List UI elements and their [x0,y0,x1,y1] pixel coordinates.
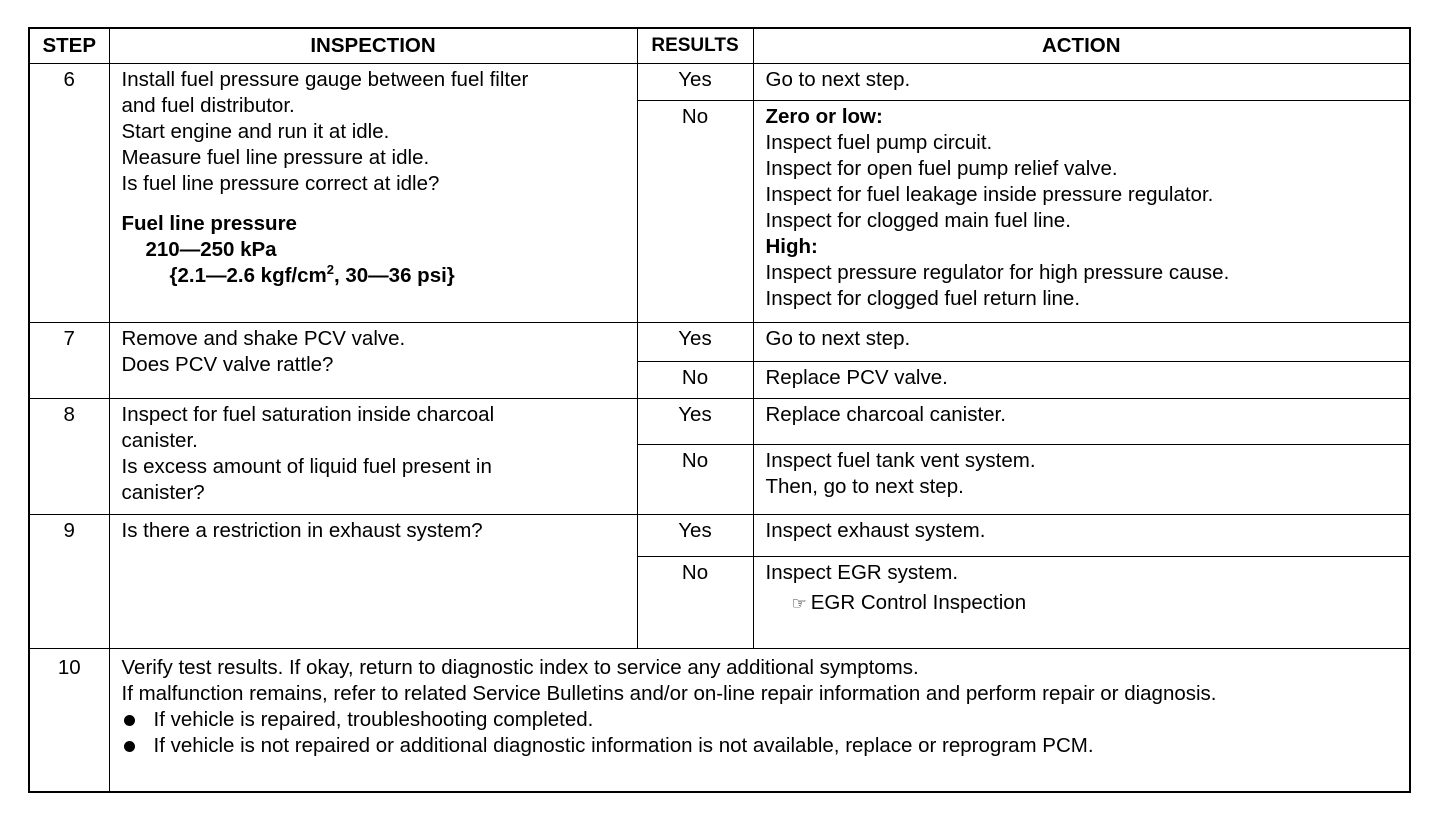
step-number: 7 [29,323,109,399]
spec-title: Fuel line pressure [121,212,297,235]
step-8-yes-row [29,399,1410,445]
header-step: STEP [29,28,109,64]
inspection-line: Inspect for fuel saturation inside charcoal [121,403,495,426]
step-6-inspection [109,64,637,323]
step-10-line: If malfunction remains, refer to related Service Bulletins and/or on-line repair information and perform repair or diagnosis. [121,682,1217,705]
step-8-inspection [109,399,637,515]
action-no [753,101,1410,323]
step-9-inspection [109,515,637,649]
action-line: Inspect EGR system. [765,561,959,584]
step-9-yes-row [29,515,1410,557]
action-line: Inspect for clogged main fuel line. [765,209,1071,232]
header-inspection: INSPECTION [109,28,637,64]
action-line: Inspect fuel pump circuit. [765,131,993,154]
bullet-icon [124,715,135,726]
diagnostic-table [28,27,1411,793]
action-no [753,557,1410,649]
header-action: ACTION [753,28,1410,64]
header-results: RESULTS [637,28,753,64]
step-6-yes-row [29,64,1410,101]
action-line: Inspect pressure regulator for high pressure cause. [765,261,1230,284]
inspection-line: Does PCV valve rattle? [121,353,334,376]
action-line: Inspect for fuel leakage inside pressure regulator. [765,183,1214,206]
pointing-hand-icon: ☞ [791,594,807,613]
result-yes: Yes [637,323,753,362]
inspection-line: Is there a restriction in exhaust system? [121,519,483,542]
action-line: Then, go to next step. [765,475,964,498]
action-yes: Replace charcoal canister. [753,399,1410,445]
inspection-line: canister? [121,481,205,504]
reference-text: EGR Control Inspection [810,591,1027,614]
step-7-yes-row [29,323,1410,362]
inspection-line: and fuel distributor. [121,94,295,117]
inspection-line: Measure fuel line pressure at idle. [121,146,430,169]
spec-alt-post: , 30—36 psi} [333,264,455,287]
spec-alt-sup: 2 [326,262,334,278]
action-line: Inspect fuel tank vent system. [765,449,1036,472]
action-line: Inspect for clogged fuel return line. [765,287,1081,310]
inspection-line: canister. [121,429,198,452]
step-number: 8 [29,399,109,515]
step-number: 9 [29,515,109,649]
action-line: Inspect for open fuel pump relief valve. [765,157,1118,180]
result-no: No [637,445,753,515]
header-row [29,28,1410,64]
step-10-row [29,649,1410,792]
spec-kpa: 210—250 kPa [145,238,277,261]
result-no: No [637,101,753,323]
result-yes: Yes [637,399,753,445]
action-yes: Go to next step. [753,64,1410,101]
spec-alt [122,263,627,289]
result-yes: Yes [637,64,753,101]
zero-low-title: Zero or low: [765,105,883,128]
step-10-content [109,649,1410,792]
inspection-line: Install fuel pressure gauge between fuel filter [121,68,529,91]
spec-alt-pre: {2.1—2.6 kgf/cm [169,264,327,287]
step-number: 6 [29,64,109,323]
bullet-item [122,733,1400,759]
step-7-inspection [109,323,637,399]
result-no: No [637,557,753,649]
high-title: High: [765,235,818,258]
action-no: Replace PCV valve. [753,362,1410,399]
bullet-icon [124,741,135,752]
bullet-text: If vehicle is not repaired or additional diagnostic information is not available, replace or reprogram PCM. [153,734,1094,757]
inspection-line: Start engine and run it at idle. [121,120,390,143]
action-yes: Go to next step. [753,323,1410,362]
bullet-item [122,707,1400,733]
inspection-line: Remove and shake PCV valve. [121,327,406,350]
step-10-line: Verify test results. If okay, return to diagnostic index to service any additional symptoms. [121,656,919,679]
inspection-line: Is excess amount of liquid fuel present in [121,455,492,478]
result-yes: Yes [637,515,753,557]
inspection-line: Is fuel line pressure correct at idle? [121,172,440,195]
bullet-text: If vehicle is repaired, troubleshooting completed. [153,708,594,731]
action-yes: Inspect exhaust system. [753,515,1410,557]
reference-link [766,590,1400,617]
action-no [753,445,1410,515]
step-number: 10 [29,649,109,792]
result-no: No [637,362,753,399]
